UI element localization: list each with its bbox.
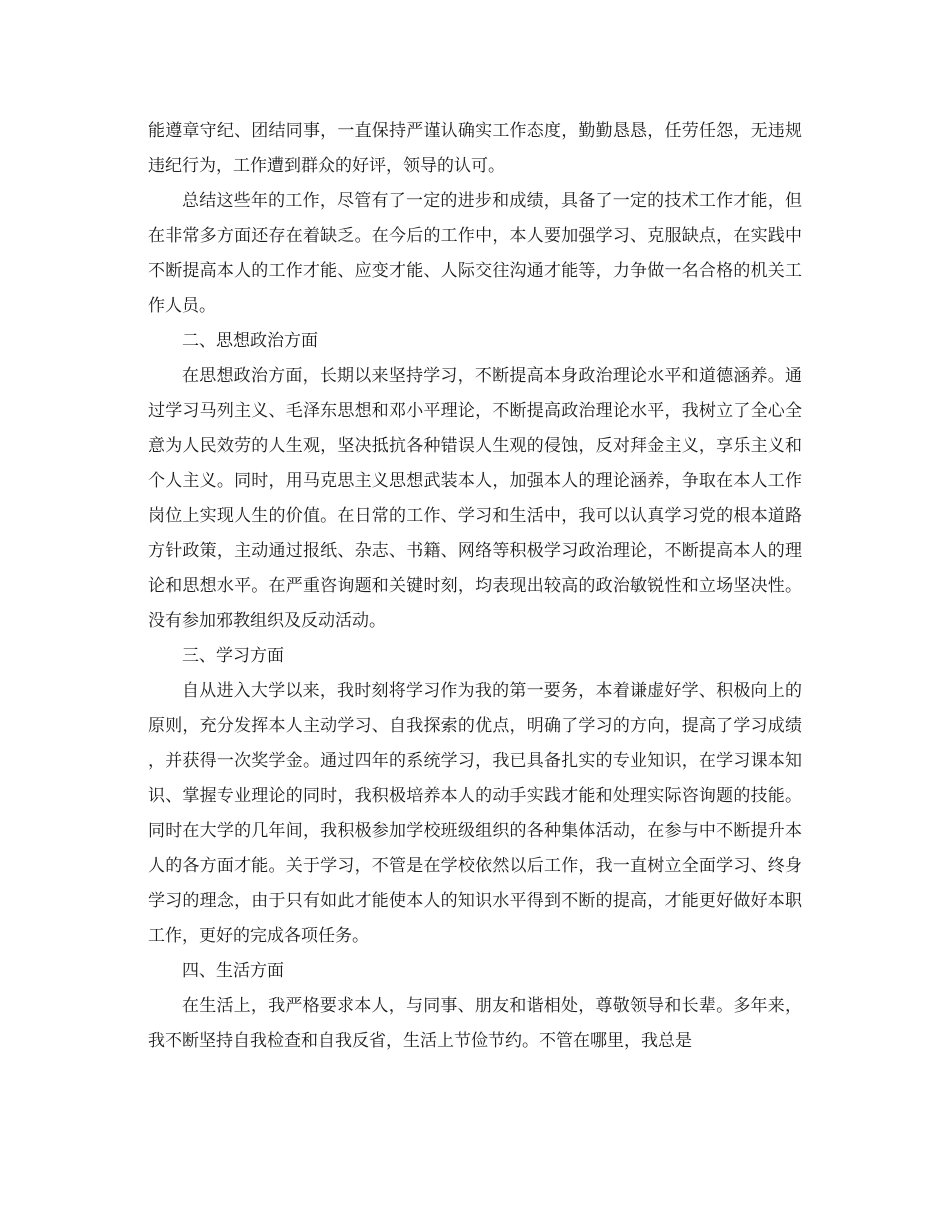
section-heading-life: 四、生活方面 bbox=[182, 961, 284, 981]
section-heading-political: 二、思想政治方面 bbox=[182, 331, 318, 351]
section-heading-study: 三、学习方面 bbox=[182, 646, 284, 666]
paragraph-study: 自从进入大学以来，我时刻将学习作为我的第一要务，本着谦虚好学、积极向上的原则，充分发挥本人主动学习、自我探索的优点，明确了学习的方向，提高了学习成绩，并获得一次奖学金。通过四年的系统学习，我已具备扎实的专业知识，在学习课本知识、掌握专业理论的同时，我积极培养本人的动手实践才能和处理实际咨询题的技能。同时在大学的几年间，我积极参加学校班级组织的各种集体活动，在参与中不断提升本人的各方面才能。关于学习，不管是在学校依然以后工作，我一直树立全面学习、终身学习的理念，由于只有如此才能使本人的知识水平得到不断的提高，才能更好做好本职工作，更好的完成各项任务。 bbox=[148, 681, 802, 946]
paragraph-life: 在生活上，我严格要求本人，与同事、朋友和谐相处，尊敬领导和长辈。多年来，我不断坚持自我检查和自我反省，生活上节俭节约。不管在哪里，我总是 bbox=[148, 996, 802, 1051]
document-body bbox=[148, 114, 802, 1059]
paragraph-continuation: 能遵章守纪、团结同事，一直保持严谨认确实工作态度，勤勤恳恳，任劳任怨，无违规违纪行为，工作遭到群众的好评，领导的认可。 bbox=[148, 121, 802, 176]
paragraph-political: 在思想政治方面，长期以来坚持学习，不断提高本身政治理论水平和道德涵养。通过学习马列主义、毛泽东思想和邓小平理论，不断提高政治理论水平，我树立了全心全意为人民效劳的人生观，坚决抵抗各种错误人生观的侵蚀，反对拜金主义，享乐主义和个人主义。同时，用马克思主义思想武装本人，加强本人的理论涵养，争取在本人工作岗位上实现人生的价值。在日常的工作、学习和生活中，我可以认真学习党的根本道路方针政策，主动通过报纸、杂志、书籍、网络等积极学习政治理论，不断提高本人的理论和思想水平。在严重咨询题和关键时刻，均表现出较高的政治敏锐性和立场坚决性。没有参加邪教组织及反动活动。 bbox=[148, 366, 802, 631]
paragraph-summary: 总结这些年的工作，尽管有了一定的进步和成绩，具备了一定的技术工作才能，但在非常多方面还存在着缺乏。在今后的工作中，本人要加强学习、克服缺点，在实践中不断提高本人的工作才能、应变才能、人际交往沟通才能等，力争做一名合格的机关工作人员。 bbox=[148, 191, 802, 316]
